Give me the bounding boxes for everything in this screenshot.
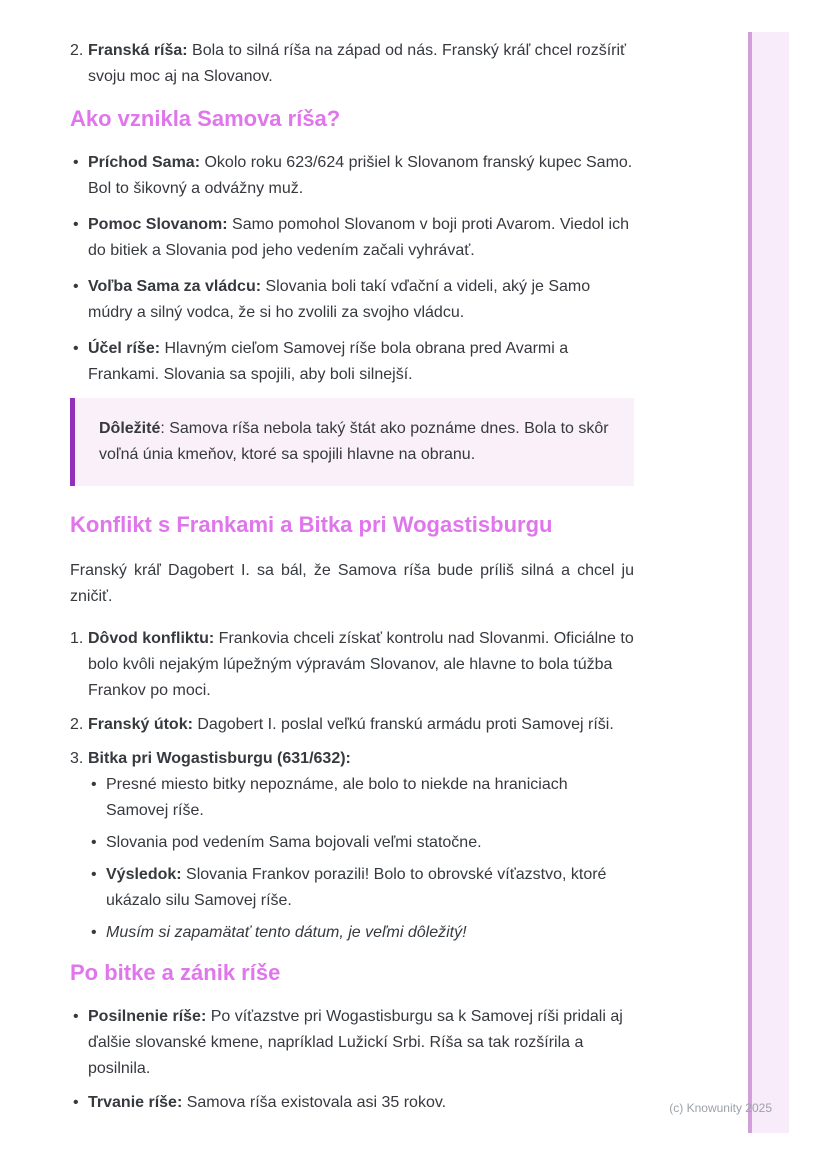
callout-box (70, 398, 634, 486)
list-item (70, 712, 634, 738)
bullet-icon: • (91, 834, 97, 851)
list-item-text: Účel ríše: Hlavným cieľom Samovej ríše bola obrana pred Avarmi a Frankami. Slovania sa spojili, aby boli silnejší. (88, 340, 569, 383)
list-item (70, 212, 634, 264)
list-item-text: Franský útok: Dagobert I. poslal veľkú franskú armádu proti Samovej ríši. (88, 716, 614, 733)
list-number: 2. (70, 42, 84, 59)
list-item-lead: Trvanie ríše: (88, 1094, 183, 1111)
intro-numbered-list (70, 38, 634, 90)
list-item-text: Príchod Sama: Okolo roku 623/624 prišiel k Slovanom franský kupec Samo. Bol to šikovný a odvážny muž. (88, 154, 633, 197)
battle-sub-list (88, 772, 634, 946)
list-item-text (88, 746, 634, 946)
bullet-icon: • (73, 340, 79, 357)
section1-bullet-list (70, 150, 634, 388)
list-item-text: Výsledok: Slovania Frankov porazili! Bolo to obrovské víťazstvo, ktoré ukázalo silu Samovej ríše. (106, 866, 607, 909)
list-item-lead: Franská ríša: (88, 42, 188, 59)
list-item (70, 274, 634, 326)
list-item (70, 38, 634, 90)
list-item (88, 920, 634, 946)
list-item-text: Dôvod konfliktu: Frankovia chceli získať kontrolu nad Slovanmi. Oficiálne to bolo kvôli nejakým lúpežným výpravám Slovanov, ale hlavne to bola túžba Frankov po moci. (88, 630, 634, 699)
list-number: 1. (70, 630, 84, 647)
section3-bullet-list (70, 1004, 634, 1116)
bullet-icon: • (73, 154, 79, 171)
callout-text: Dôležité: Samova ríša nebola taký štát ako poznáme dnes. Bola to skôr voľná únia kmeňov, ktoré sa spojili hlavne na obranu. (99, 420, 609, 463)
list-item (88, 830, 634, 856)
list-number: 3. (70, 750, 84, 767)
bullet-icon: • (73, 216, 79, 233)
list-item-lead: Príchod Sama: (88, 154, 201, 171)
section2-paragraph: Franský kráľ Dagobert I. sa bál, že Samova ríša bude príliš silná a chcel ju zničiť. (70, 562, 634, 605)
list-item-lead: Voľba Sama za vládcu: (88, 278, 262, 295)
bullet-icon: • (91, 776, 97, 793)
bullet-icon: • (73, 1094, 79, 1111)
list-item-lead: Dôvod konfliktu: (88, 630, 215, 647)
list-item-text: Posilnenie ríše: Po víťazstve pri Wogastisburgu sa k Samovej ríši pridali aj ďalšie slovanské kmene, napríklad Lužickí Srbi. Ríša sa tak rozšírila a posilnila. (88, 1008, 623, 1077)
list-item (88, 862, 634, 914)
list-item-lead: Franský útok: (88, 716, 193, 733)
list-item-lead: Bitka pri Wogastisburgu (631/632): (88, 750, 351, 767)
section-heading-konflikt: Konflikt s Frankami a Bitka pri Wogastisburgu (70, 512, 553, 537)
list-item-lead: Výsledok: (106, 866, 182, 883)
document-content (70, 38, 634, 1124)
list-item-lead: Posilnenie ríše: (88, 1008, 207, 1025)
list-item (70, 1090, 634, 1116)
bullet-icon: • (73, 278, 79, 295)
callout-lead: Dôležité (99, 420, 161, 437)
bullet-icon: • (91, 924, 97, 941)
bullet-icon: • (91, 866, 97, 883)
list-item-text: Trvanie ríše: Samova ríša existovala asi 35 rokov. (88, 1094, 447, 1111)
list-item-text: Slovania pod vedením Sama bojovali veľmi statočne. (106, 834, 482, 851)
section-heading-zanik: Po bitke a zánik ríše (70, 960, 281, 985)
list-number: 2. (70, 716, 84, 733)
list-item-text: Pomoc Slovanom: Samo pomohol Slovanom v boji proti Avarom. Viedol ich do bitiek a Slovania pod jeho vedením začali vyhrávať. (88, 216, 629, 259)
footer-credit: (c) Knowunity 2025 (669, 1101, 772, 1115)
list-item (70, 746, 634, 946)
list-item (70, 336, 634, 388)
list-item (70, 626, 634, 704)
bullet-icon: • (73, 1008, 79, 1025)
section2-numbered-list (70, 626, 634, 946)
list-item-text: Presné miesto bitky nepoznáme, ale bolo to niekde na hraniciach Samovej ríše. (106, 776, 568, 819)
list-item (88, 772, 634, 824)
list-item-text: Voľba Sama za vládcu: Slovania boli takí vďační a videli, aký je Samo múdry a silný vodca, že si ho zvolili za svojho vládcu. (88, 278, 591, 321)
section-heading-vznik: Ako vznikla Samova ríša? (70, 106, 341, 131)
list-item-lead: Účel ríše: (88, 340, 161, 357)
list-item (70, 1004, 634, 1082)
page-edge-strip (748, 32, 789, 1133)
list-item-text: Franská ríša: Bola to silná ríša na západ od nás. Franský kráľ chcel rozšíriť svoju moc aj na Slovanov. (88, 42, 627, 85)
list-item-lead: Pomoc Slovanom: (88, 216, 228, 233)
list-item (70, 150, 634, 202)
list-item-note: Musím si zapamätať tento dátum, je veľmi dôležitý! (106, 924, 467, 941)
